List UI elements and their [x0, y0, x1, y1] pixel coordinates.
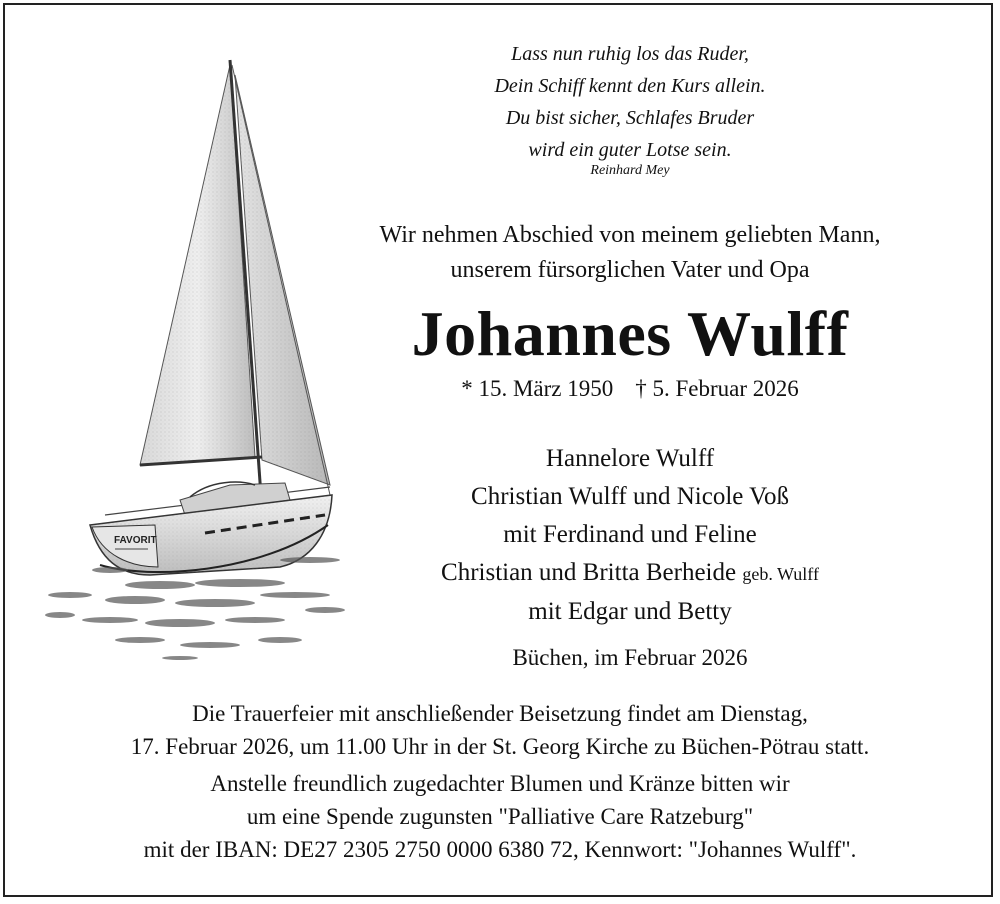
poem-line: Lass nun ruhig los das Ruder, [511, 43, 749, 65]
ceremony-line-1: Die Trauerfeier mit anschließender Beisetzung findet am Dienstag, [192, 701, 808, 726]
life-dates [330, 376, 930, 402]
donation-line-1: Anstelle freundlich zugedachter Blumen und Kränze bitten wir [210, 771, 790, 796]
mourner-line: mit Ferdinand und Feline [503, 521, 757, 548]
donation-line-3: mit der IBAN: DE27 2305 2750 0000 6380 72, Kennwort: "Johannes Wulff". [143, 837, 857, 862]
poem-line: Dein Schiff kennt den Kurs allein. [494, 75, 766, 97]
intro-line-1: Wir nehmen Abschied von meinem geliebten Mann, [379, 222, 881, 248]
birth-name-note: geb. Wulff [742, 564, 819, 584]
poem-line: Du bist sicher, Schlafes Bruder [505, 107, 755, 129]
donation-line-2: um eine Spende zugunsten "Palliative Care Ratzeburg" [246, 804, 754, 829]
poem [430, 38, 830, 166]
mourners-list [300, 440, 960, 631]
mourner-line: mit Edgar und Betty [528, 598, 732, 625]
ceremony-line-2: 17. Februar 2026, um 11.00 Uhr in der St. Georg Kirche zu Büchen-Pötrau statt. [130, 734, 870, 759]
intro-line-2: unserem fürsorglichen Vater und Opa [450, 257, 810, 283]
poem-author: Reinhard Mey [590, 163, 670, 178]
ceremony-info [10, 697, 990, 763]
mourner-line [300, 554, 960, 593]
mourner-line: Hannelore Wulff [545, 445, 715, 472]
death-date: † 5. Februar 2026 [635, 376, 799, 401]
deceased-name: Johannes Wulff [411, 298, 849, 369]
mourner-names: Christian und Britta Berheide [441, 559, 737, 586]
poem-line: wird ein guter Lotse sein. [528, 139, 732, 161]
intro-text [300, 218, 960, 288]
donation-info [10, 767, 990, 866]
place-date: Büchen, im Februar 2026 [512, 645, 748, 670]
hull-name: FAVORIT [114, 535, 157, 546]
birth-date: * 15. März 1950 [461, 376, 614, 401]
mourner-line: Christian Wulff und Nicole Voß [471, 483, 789, 510]
